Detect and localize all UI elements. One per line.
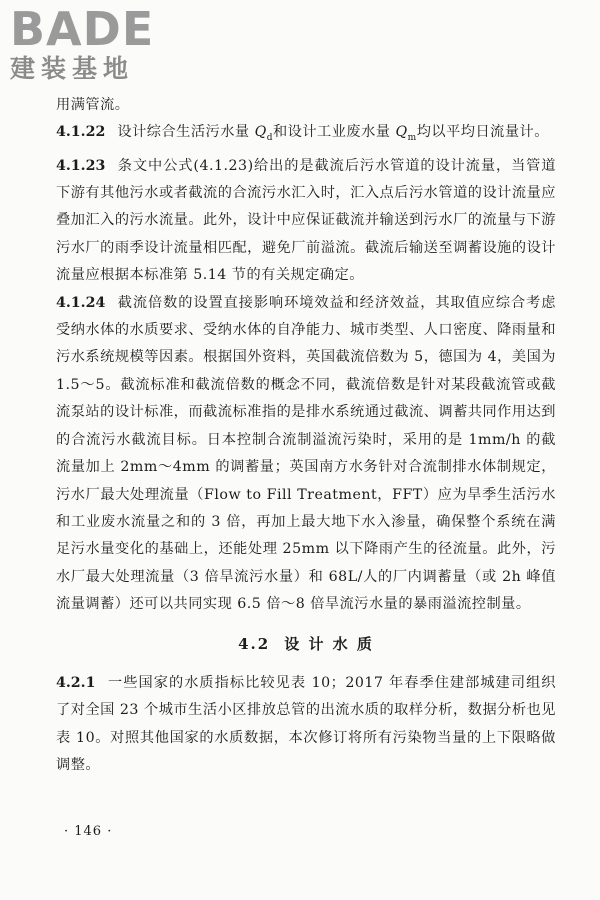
symbol-q: Q — [395, 124, 408, 141]
bade-logo — [10, 2, 180, 84]
logo-subtitle: 建装基地 — [10, 54, 135, 83]
clause-text: 截流倍数的设置直接影响环境效益和经济效益，其取值应综合考虑受纳水体的水质要求、受纳水体的自净能力、城市类型、人口密度、降雨量和污水系统规模等因素。根据国外资料，英国截流倍数为 5，德国为 4，美国为 1.5～5。截流标准和截流倍数的概念不同，截流倍数是针对某段截流管或截流泵站的设计标准，而截流标准指的是排水系统通过截流、调蓄共同作用达到的合流污水截流目标。日本控制合流制溢流污染时，采用的是 1mm/h 的截流量加上 2mm～4mm 的调蓄量；英国南方水务针对合流制排水体制规定，污水厂最大处理流量（Flow to Fill Treatment，FFT）应为旱季生活污水和工业废水流量之和的 3 倍，再加上最大地下水入渗量，确保整个系统在满足污水量变化的基础上，还能处理 25mm 以下降雨产生的径流量。此外，污水厂最大处理流量（3 倍旱流污水量）和 68L/人的厂内调蓄量（或 2h 峰值流量调蓄）还可以共同实现 6.5 倍～8 倍旱流污水量的暴雨溢流控制量。 — [56, 294, 556, 613]
page-body — [56, 92, 556, 780]
clause-number: 4.1.24 — [56, 294, 106, 311]
clause-4-1-24 — [56, 290, 556, 619]
clause-number: 4.1.23 — [56, 157, 106, 174]
clause-number: 4.2.1 — [56, 674, 96, 691]
symbol-q: Q — [254, 124, 267, 141]
clause-text: 一些国家的水质指标比较见表 10；2017 年春季住建部城建司组织了对全国 23 个城市生活小区排放总管的出流水质的取样分析，数据分析也见表 10。对照其他国家的水质数据，本次修订将所有污染物当量的上下限略做调整。 — [56, 674, 556, 774]
paragraph-continuation: 用满管流。 — [56, 97, 130, 113]
clause-number: 4.1.22 — [56, 124, 106, 141]
section-heading: 4.2 设 计 水 质 — [238, 634, 374, 653]
clause-text: 条文中公式(4.1.23)给出的是截流后污水管道的设计流量，当管道下游有其他污水或者截流的合流污水汇入时，汇入点后污水管道的设计流量应叠加汇入的污水流量。此外，设计中应保证截流并输送到污水厂的流量与下游污水厂的雨季设计流量相匹配，避免厂前溢流。截流后输送至调蓄设施的设计流量应根据本标准第 5.14 节的有关规定确定。 — [56, 157, 556, 284]
clause-4-2-1 — [56, 670, 556, 780]
clause-4-1-23 — [56, 153, 556, 290]
clause-4-1-22: 4.1.22 设计综合生活污水量 $Q_d$和设计工业废水量 $Q_m$均以平均日流量计。 — [56, 124, 549, 144]
logo-wordmark: BADE — [10, 2, 155, 56]
page-number: · 146 · — [64, 824, 113, 839]
